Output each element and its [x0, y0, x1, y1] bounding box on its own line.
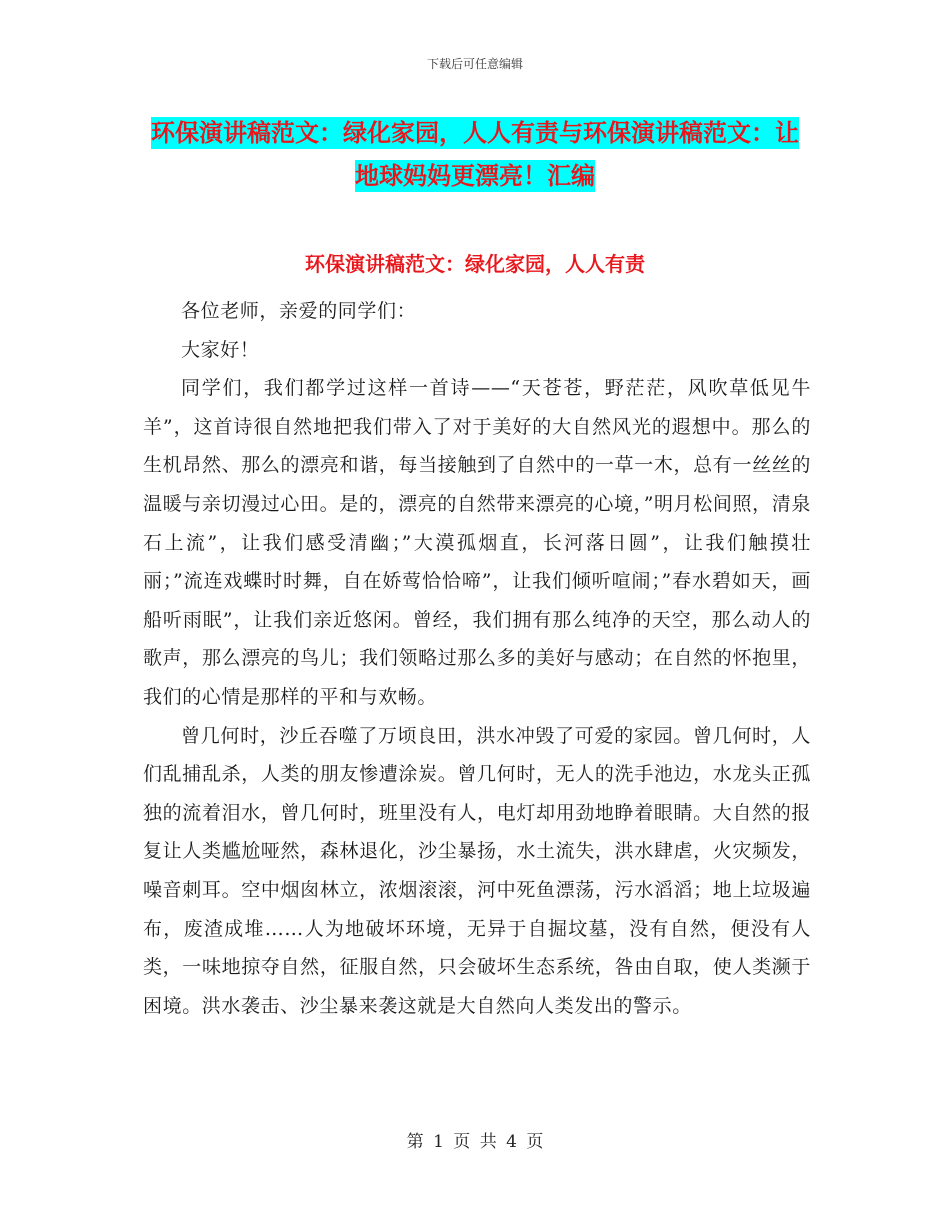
paragraph-body-1: 同学们，我们都学过这样一首诗——“天苍苍，野茫茫，风吹草低见牛羊”，这首诗很自然地把我们带入了对于美好的大自然风光的遐想中。那么的生机昂然、那么的漂亮和谐，每当接触到了自然中的一草一木，总有一丝丝的温暖与亲切漫过心田。是的，漂亮的自然带来漂亮的心境，”明月松间照，清泉石上流”，让我们感受清幽；”大漠孤烟直，长河落日圆”，让我们触摸壮丽；”流连戏蝶时时舞，自在娇莺恰恰啼”，让我们倾听喧闹；”春水碧如天，画船听雨眠”，让我们亲近悠闲。曾经，我们拥有那么纯净的天空，那么动人的歌声，那么漂亮的鸟儿；我们领略过那么多的美好与感动；在自然的怀抱里，我们的心情是那样的平和与欢畅。: [143, 377, 811, 708]
document-title-text: 环保演讲稿范文：绿化家园，人人有责与环保演讲稿范文：让地球妈妈更漂亮！汇编: [151, 119, 799, 190]
document-body: [143, 292, 811, 1025]
document-title: [140, 112, 810, 198]
page-number: 第 1 页 共 4 页: [406, 1132, 544, 1152]
paragraph-salutation: 各位老师，亲爱的同学们：: [181, 300, 417, 322]
section-title: 环保演讲稿范文：绿化家园，人人有责: [305, 252, 645, 276]
page-header-note: 下载后可任意编辑: [426, 57, 523, 71]
paragraph-body-2: 曾几何时，沙丘吞噬了万顷良田，洪水冲毁了可爱的家园。曾几何时，人们乱捕乱杀，人类的朋友惨遭涂炭。曾几何时，无人的洗手池边，水龙头正孤独的流着泪水，曾几何时，班里没有人，电灯却用劲地睁着眼睛。大自然的报复让人类尴尬哑然，森林退化，沙尘暴扬，水土流失，洪水肆虐，火灾频发，噪音刺耳。空中烟囱林立，浓烟滚滚，河中死鱼漂荡，污水滔滔；地上垃圾遍布，废渣成堆……人为地破坏环境，无异于自掘坟墓，没有自然，便没有人类，一味地掠夺自然，征服自然，只会破坏生态系统，咎由自取，使人类濒于困境。洪水袭击、沙尘暴来袭这就是大自然向人类发出的警示。: [143, 724, 811, 1017]
paragraph-greeting: 大家好！: [181, 338, 260, 361]
